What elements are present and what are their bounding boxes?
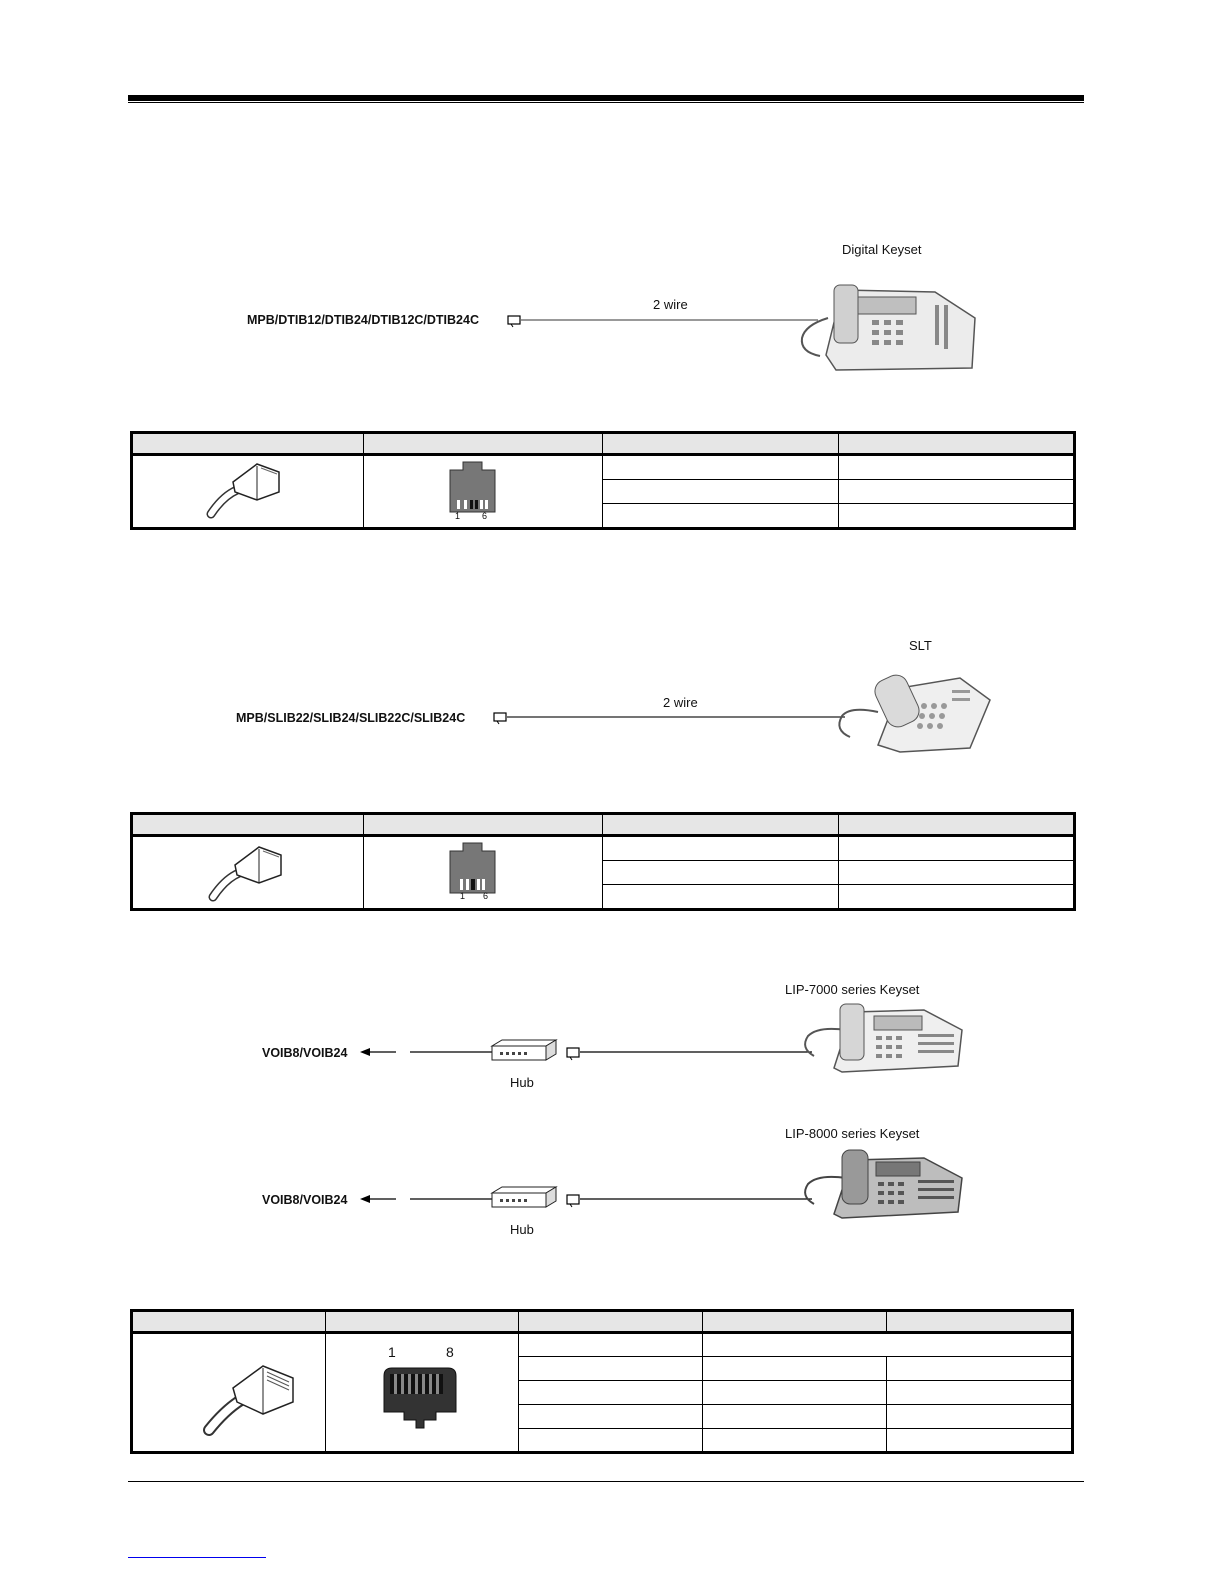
pin-number-6: 6 <box>483 891 489 901</box>
pin-number-1: 1 <box>388 1344 396 1360</box>
wire-label: 2 wire <box>663 695 698 710</box>
rj45-plug-icon <box>133 1334 325 1446</box>
arrow-left-icon <box>360 1048 396 1056</box>
rj45-jack-icon <box>326 1334 518 1446</box>
wire-label: 2 wire <box>653 297 688 312</box>
plug-icon <box>567 1195 579 1207</box>
source-label: MPB/DTIB12/DTIB24/DTIB12C/DTIB24C <box>247 313 479 327</box>
device-label-digital-keyset: Digital Keyset <box>842 242 922 257</box>
pin-number-1: 1 <box>455 511 461 521</box>
device-label-lip8000: LIP-8000 series Keyset <box>785 1126 920 1141</box>
device-label-slt: SLT <box>909 638 932 653</box>
footer-link[interactable] <box>128 1557 266 1558</box>
pin-number-1: 1 <box>460 891 466 901</box>
hub-icon <box>492 1040 556 1060</box>
pin-table-3 <box>130 1309 1074 1454</box>
table-header-row <box>132 1311 1073 1333</box>
arrow-left-icon <box>360 1195 396 1203</box>
plug-icon <box>567 1048 579 1060</box>
source-label: VOIB8/VOIB24 <box>262 1193 348 1207</box>
hub-label: Hub <box>510 1075 534 1090</box>
lip7000-phone-icon <box>805 1004 962 1072</box>
source-label: VOIB8/VOIB24 <box>262 1046 348 1060</box>
hub-label: Hub <box>510 1222 534 1237</box>
source-label: MPB/SLIB22/SLIB24/SLIB22C/SLIB24C <box>236 711 466 725</box>
pin-number-8: 8 <box>446 1344 454 1360</box>
hub-icon <box>492 1187 556 1207</box>
footer-rule <box>128 1481 1084 1482</box>
lip8000-phone-icon <box>805 1150 962 1218</box>
device-label-lip7000: LIP-7000 series Keyset <box>785 982 920 997</box>
connector-image-cell <box>132 1333 326 1453</box>
pin-number-6: 6 <box>482 511 488 521</box>
jack-image-cell <box>326 1333 519 1453</box>
